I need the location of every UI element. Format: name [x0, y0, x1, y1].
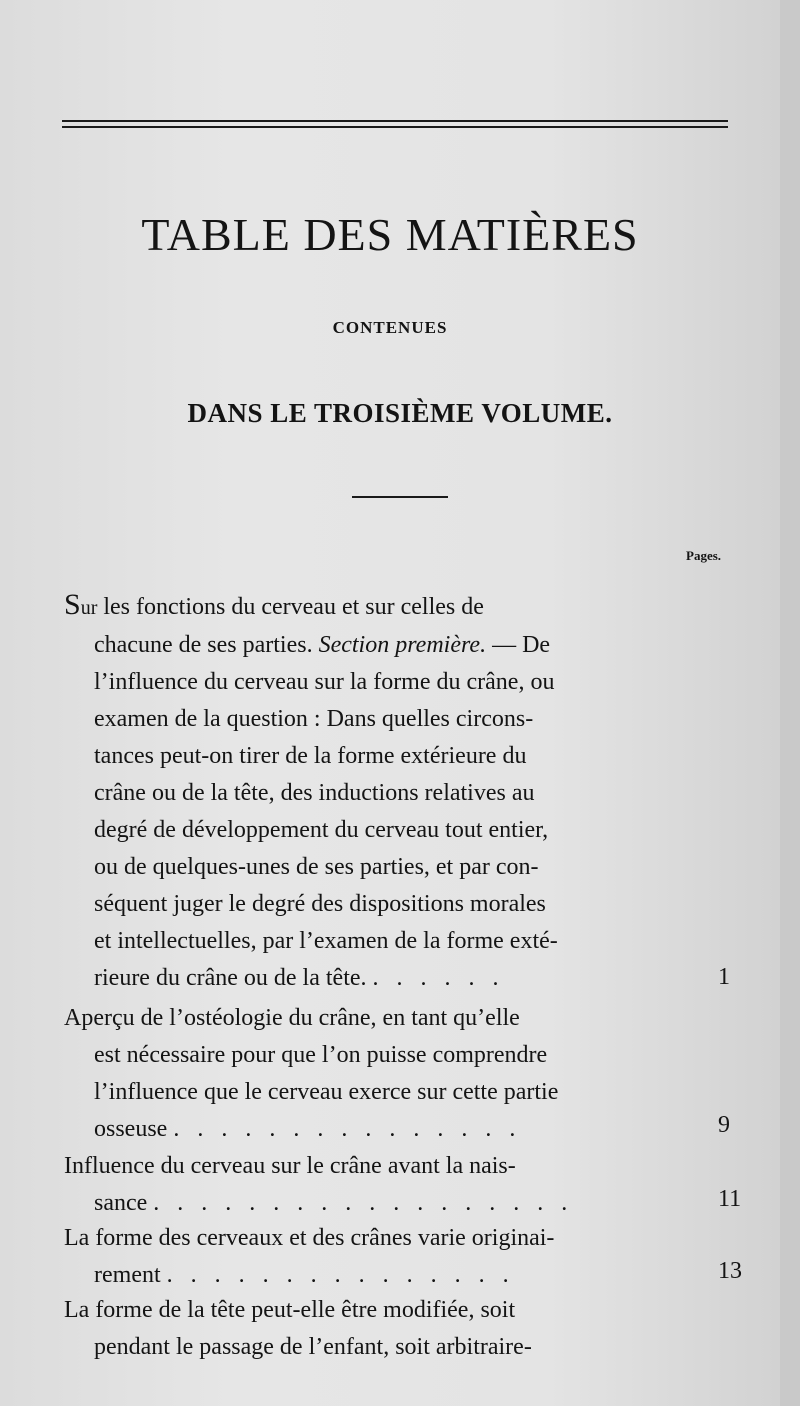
- dot-leader: . . . . . . . . . . . . . . . . . .: [153, 1190, 574, 1216]
- toc-entry-2: [64, 1000, 684, 1148]
- toc-entry-line: sance . . . . . . . . . . . . . . . . . .: [94, 1190, 574, 1216]
- toc-entry-line: rement . . . . . . . . . . . . . . .: [94, 1262, 515, 1288]
- toc-entry-line: degré de développement du cerveau tout entier,: [94, 817, 549, 843]
- short-divider: [352, 496, 448, 498]
- dot-leader: . . . . . . . . . . . . . . .: [166, 1262, 515, 1288]
- top-double-rule-lower: [62, 126, 728, 128]
- page-subtitle: CONTENUES: [332, 318, 448, 337]
- page-number: 13: [718, 1258, 742, 1284]
- pages-column-label: Pages.: [686, 548, 722, 563]
- top-double-rule: [62, 120, 728, 122]
- dot-leader: . . . . . . . . . . . . . . .: [173, 1116, 522, 1142]
- toc-entry-line: pendant le passage de l’enfant, soit arbitraire-: [94, 1334, 532, 1360]
- page-number: 1: [718, 964, 730, 990]
- toc-entry-line: La forme de la tête peut-elle être modifiée, soit: [64, 1297, 516, 1323]
- page-number: 9: [718, 1112, 730, 1138]
- toc-entry-line: osseuse . . . . . . . . . . . . . . .: [94, 1116, 522, 1142]
- toc-entry-line: tances peut-on tirer de la forme extérieure du: [94, 743, 527, 769]
- page-number: 11: [718, 1186, 742, 1212]
- toc-entry-line: rieure du crâne ou de la tête. . . . . . .: [94, 965, 505, 991]
- toc-entry-5: [64, 1292, 684, 1366]
- volume-heading: DANS LE TROISIÈME VOLUME.: [187, 398, 613, 428]
- toc-entry-line: chacune de ses parties. Section première. — De: [94, 632, 551, 658]
- toc-entry-line: Aperçu de l’ostéologie du crâne, en tant qu’elle: [64, 1005, 520, 1031]
- toc-entry-line: Influence du cerveau sur le crâne avant la nais-: [64, 1153, 516, 1179]
- toc-entry-4: [64, 1220, 684, 1294]
- page-title: TABLE DES MATIÈRES: [141, 209, 639, 260]
- toc-entry-line: l’influence du cerveau sur la forme du crâne, ou: [94, 669, 555, 695]
- toc-entry-1: [64, 586, 684, 997]
- toc-entry-line: ou de quelques-unes de ses parties, et par con-: [94, 854, 539, 880]
- toc-entry-line: La forme des cerveaux et des crânes varie originai-: [64, 1225, 555, 1251]
- toc-entry-3: [64, 1148, 684, 1222]
- toc-entry-line: et intellectuelles, par l’examen de la forme exté-: [94, 928, 558, 954]
- dot-leader: . . . . . .: [372, 965, 505, 991]
- toc-entry-line: l’influence que le cerveau exerce sur cette partie: [94, 1079, 559, 1105]
- toc-entry-line: est nécessaire pour que l’on puisse comprendre: [94, 1042, 548, 1068]
- toc-entry-line: Sur les fonctions du cerveau et sur celles de: [64, 588, 484, 621]
- toc-entry-line: séquent juger le degré des dispositions morales: [94, 891, 546, 917]
- toc-entry-line: crâne ou de la tête, des inductions relatives au: [94, 780, 535, 806]
- toc-entry-line: examen de la question : Dans quelles circons-: [94, 706, 534, 732]
